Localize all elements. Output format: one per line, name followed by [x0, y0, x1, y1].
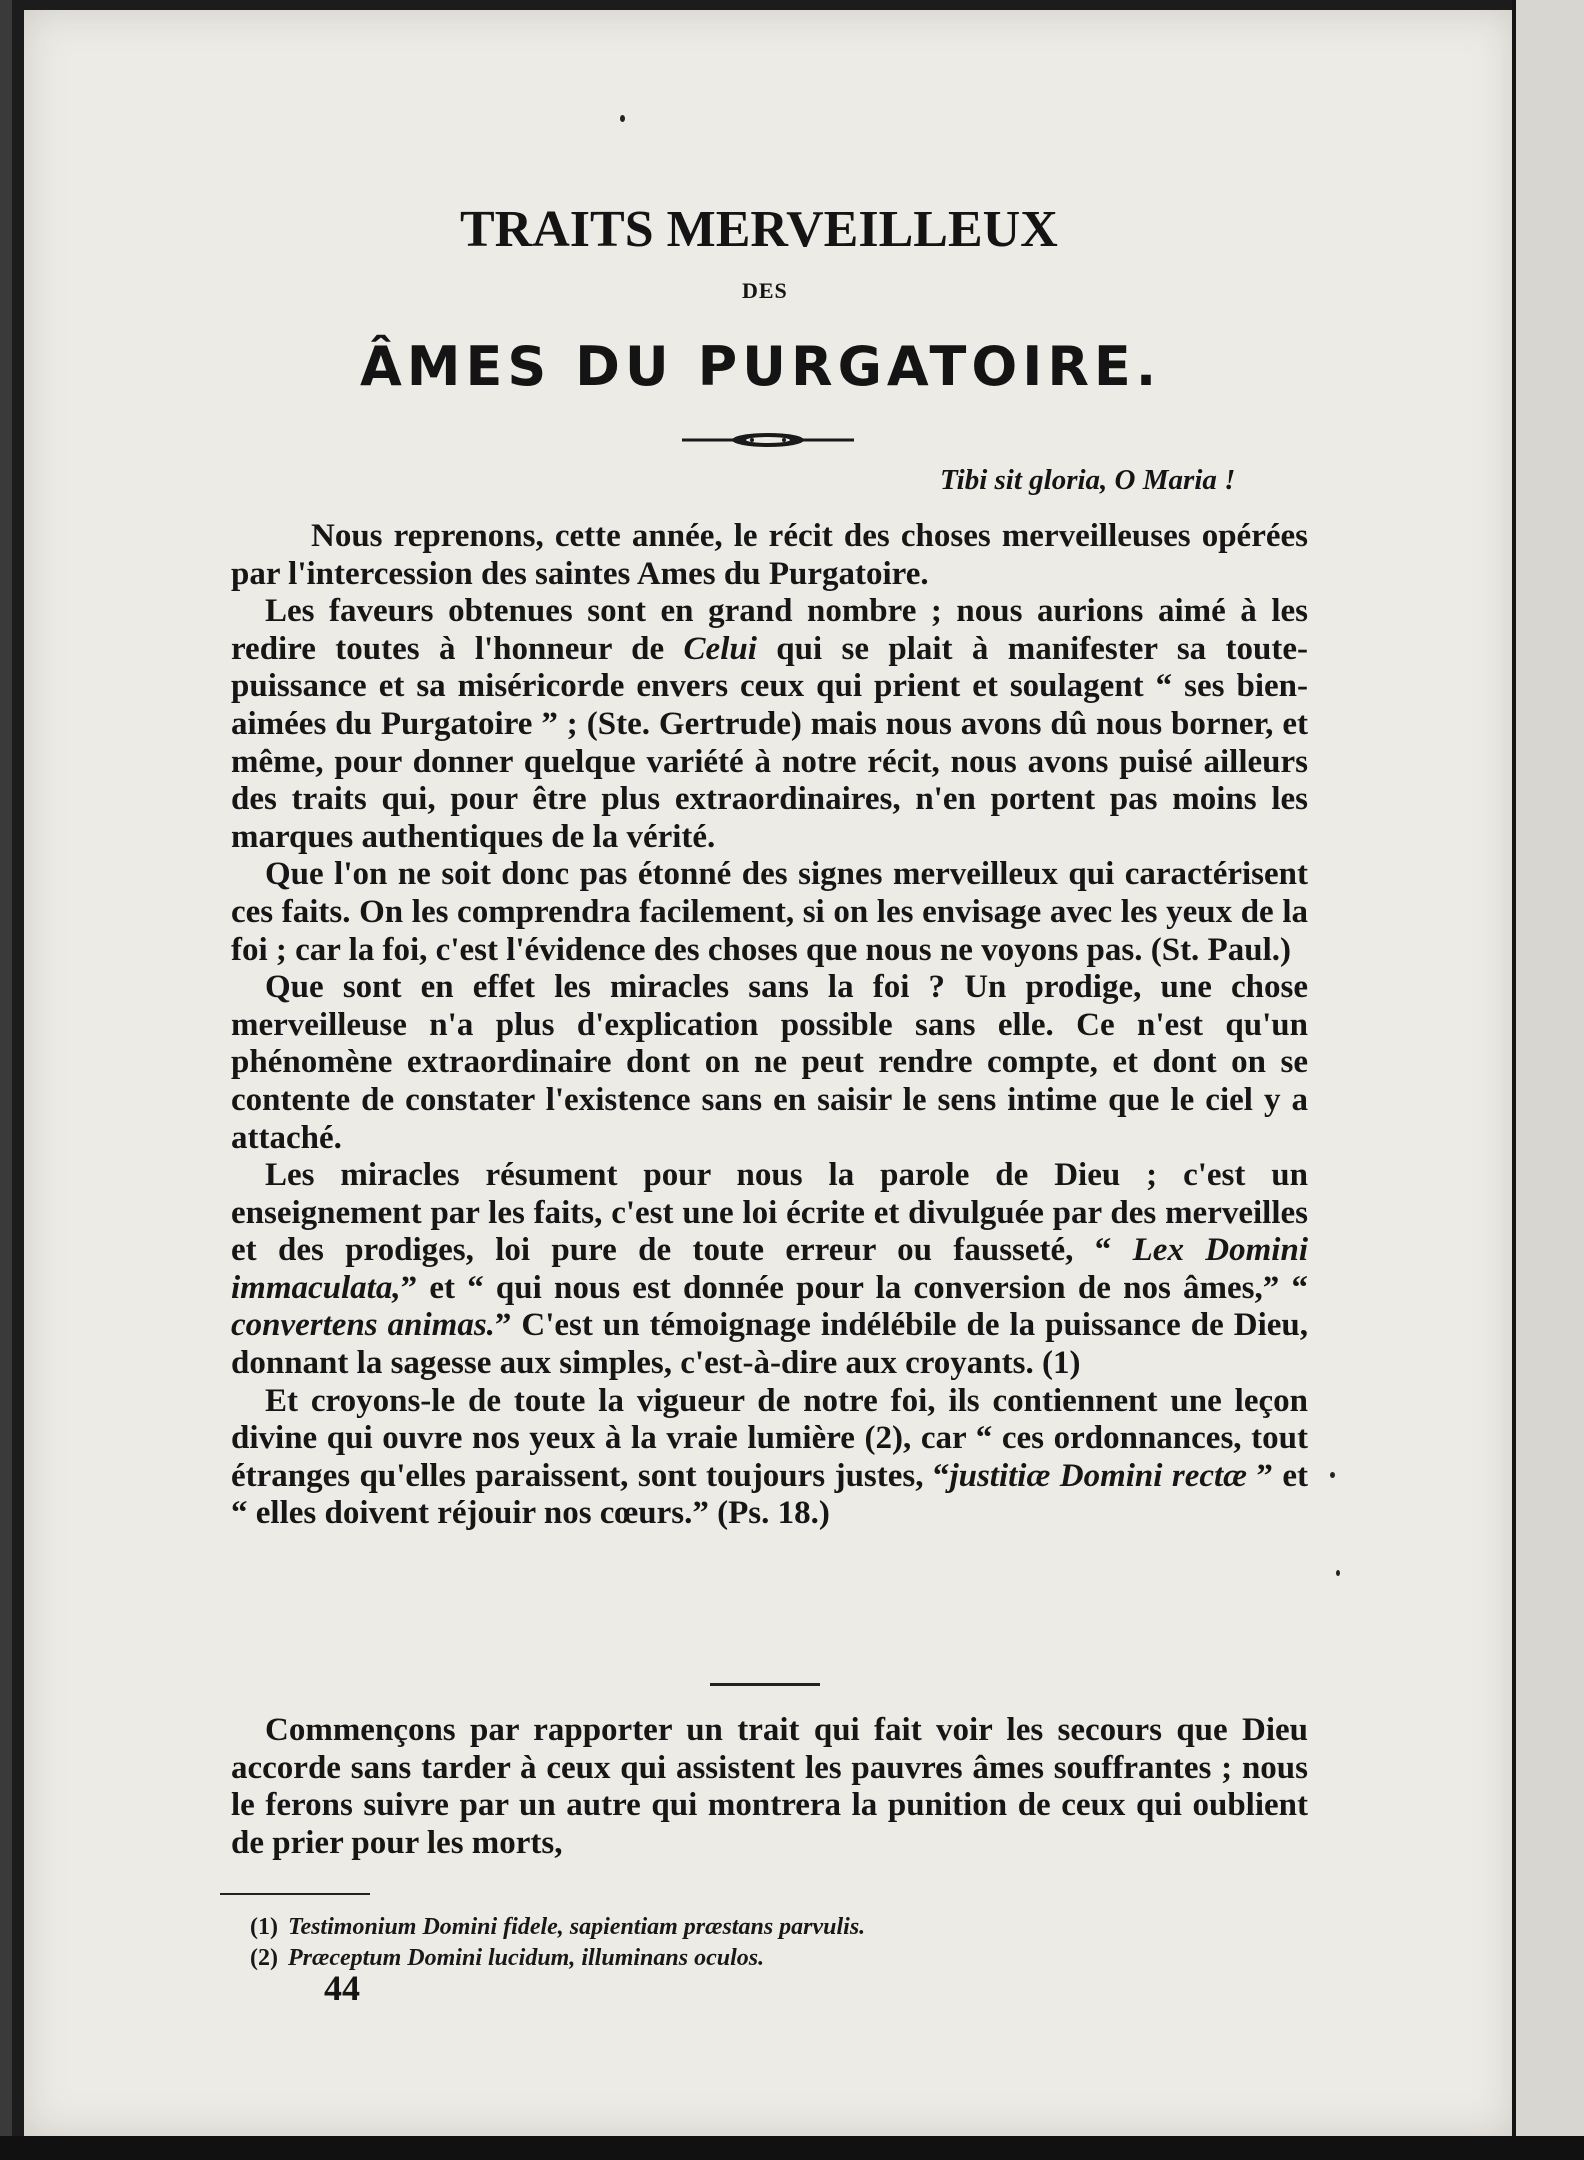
paragraph: Que l'on ne soit donc pas étonné des signes merveilleux qui caractérisent ces faits. On les comprendra facilement, si on les envisage avec les yeux de la foi ; car la foi, c'est l'évidence des choses que nous ne voyons pas. (St. Paul.) — [231, 856, 1308, 968]
scan-speck — [620, 115, 625, 122]
adjacent-page-strip — [1514, 0, 1584, 2160]
title-line-2: DES — [742, 278, 788, 303]
scan-left-edge — [0, 0, 12, 2160]
footnote-rule — [220, 1893, 370, 1895]
page-gutter-line — [1512, 0, 1516, 2160]
title-line-1: TRAITS MERVEILLEUX — [460, 201, 1058, 258]
paragraph: Que sont en effet les miracles sans la foi ? Un prodige, une chose merveilleuse n'a plus d'explication possible sans elle. Ce n'est qu'un phénomène extraordinaire dont on ne peut rendre compte, et dont on se contente de constater l'existence sans en saisir le sens intime que le ciel y a attaché. — [231, 969, 1308, 1156]
page-number: 44 — [324, 1968, 360, 2008]
second-section-text — [231, 1712, 1308, 1862]
paragraph: Les miracles résument pour nous la parole de Dieu ; c'est un enseignement par les faits, c'est une loi écrite et divulguée par des merveilles et des prodiges, loi pure de toute erreur ou fausseté, “ Lex Domini immaculata,” et “ qui nous est donnée pour la conversion de nos âmes,” “ convertens animas.” C'est un témoignage indélébile de la puissance de Dieu, donnant la sagesse aux simples, c'est-à-dire aux croyants. (1) — [231, 1157, 1309, 1382]
paragraph: Commençons par rapporter un trait qui fait voir les secours que Dieu accorde sans tarder à ceux qui assistent les pauvres âmes souffrantes ; nous le ferons suivre par un autre qui montrera la punition de ceux qui oublient de prier pour les morts, — [231, 1712, 1308, 1861]
scan-speck — [1336, 1570, 1340, 1576]
scan-speck — [1330, 1472, 1335, 1478]
epigraph: Tibi sit gloria, O Maria ! — [940, 464, 1236, 496]
footnotes — [250, 1912, 1150, 1974]
footnote: (2) Præceptum Domini lucidum, illuminans oculos. — [250, 1945, 765, 1971]
paragraph: Et croyons-le de toute la vigueur de notre foi, ils contiennent une leçon divine qui ouvre nos yeux à la vraie lumière (2), car “ ces ordonnances, tout étranges qu'elles paraissent, sont toujours justes, “justitiæ Domini rectæ ” et “ elles doivent réjouir nos cœurs.” (Ps. 18.) — [231, 1382, 1308, 1532]
section-separator — [710, 1683, 820, 1686]
main-text — [231, 518, 1308, 1533]
paragraph: Les faveurs obtenues sont en grand nombre ; nous aurions aimé à les redire toutes à l'honneur de Celui qui se plait à manifester sa toute-puissance et sa miséricorde envers ceux qui prient et soulagent “ ses bien-aimées du Purgatoire ” ; (Ste. Gertrude) mais nous avons dû nous borner, et même, pour donner quelque variété à notre récit, nous avons puisé ailleurs des traits qui, pour être plus extraordinaires, n'en portent pas moins les marques authentiques de la vérité. — [231, 593, 1308, 855]
title-line-3: ÂMES DU PURGATOIRE. — [360, 335, 1162, 398]
scan-bottom-edge — [0, 2136, 1584, 2160]
footnote: (1) Testimonium Domini fidele, sapientiam præstans parvulis. — [250, 1914, 866, 1940]
paragraph: Nous reprenons, cette année, le récit des choses merveilleuses opérées par l'intercession des saintes Ames du Purgatoire. — [231, 518, 1308, 592]
ornament-divider-icon — [682, 430, 854, 450]
